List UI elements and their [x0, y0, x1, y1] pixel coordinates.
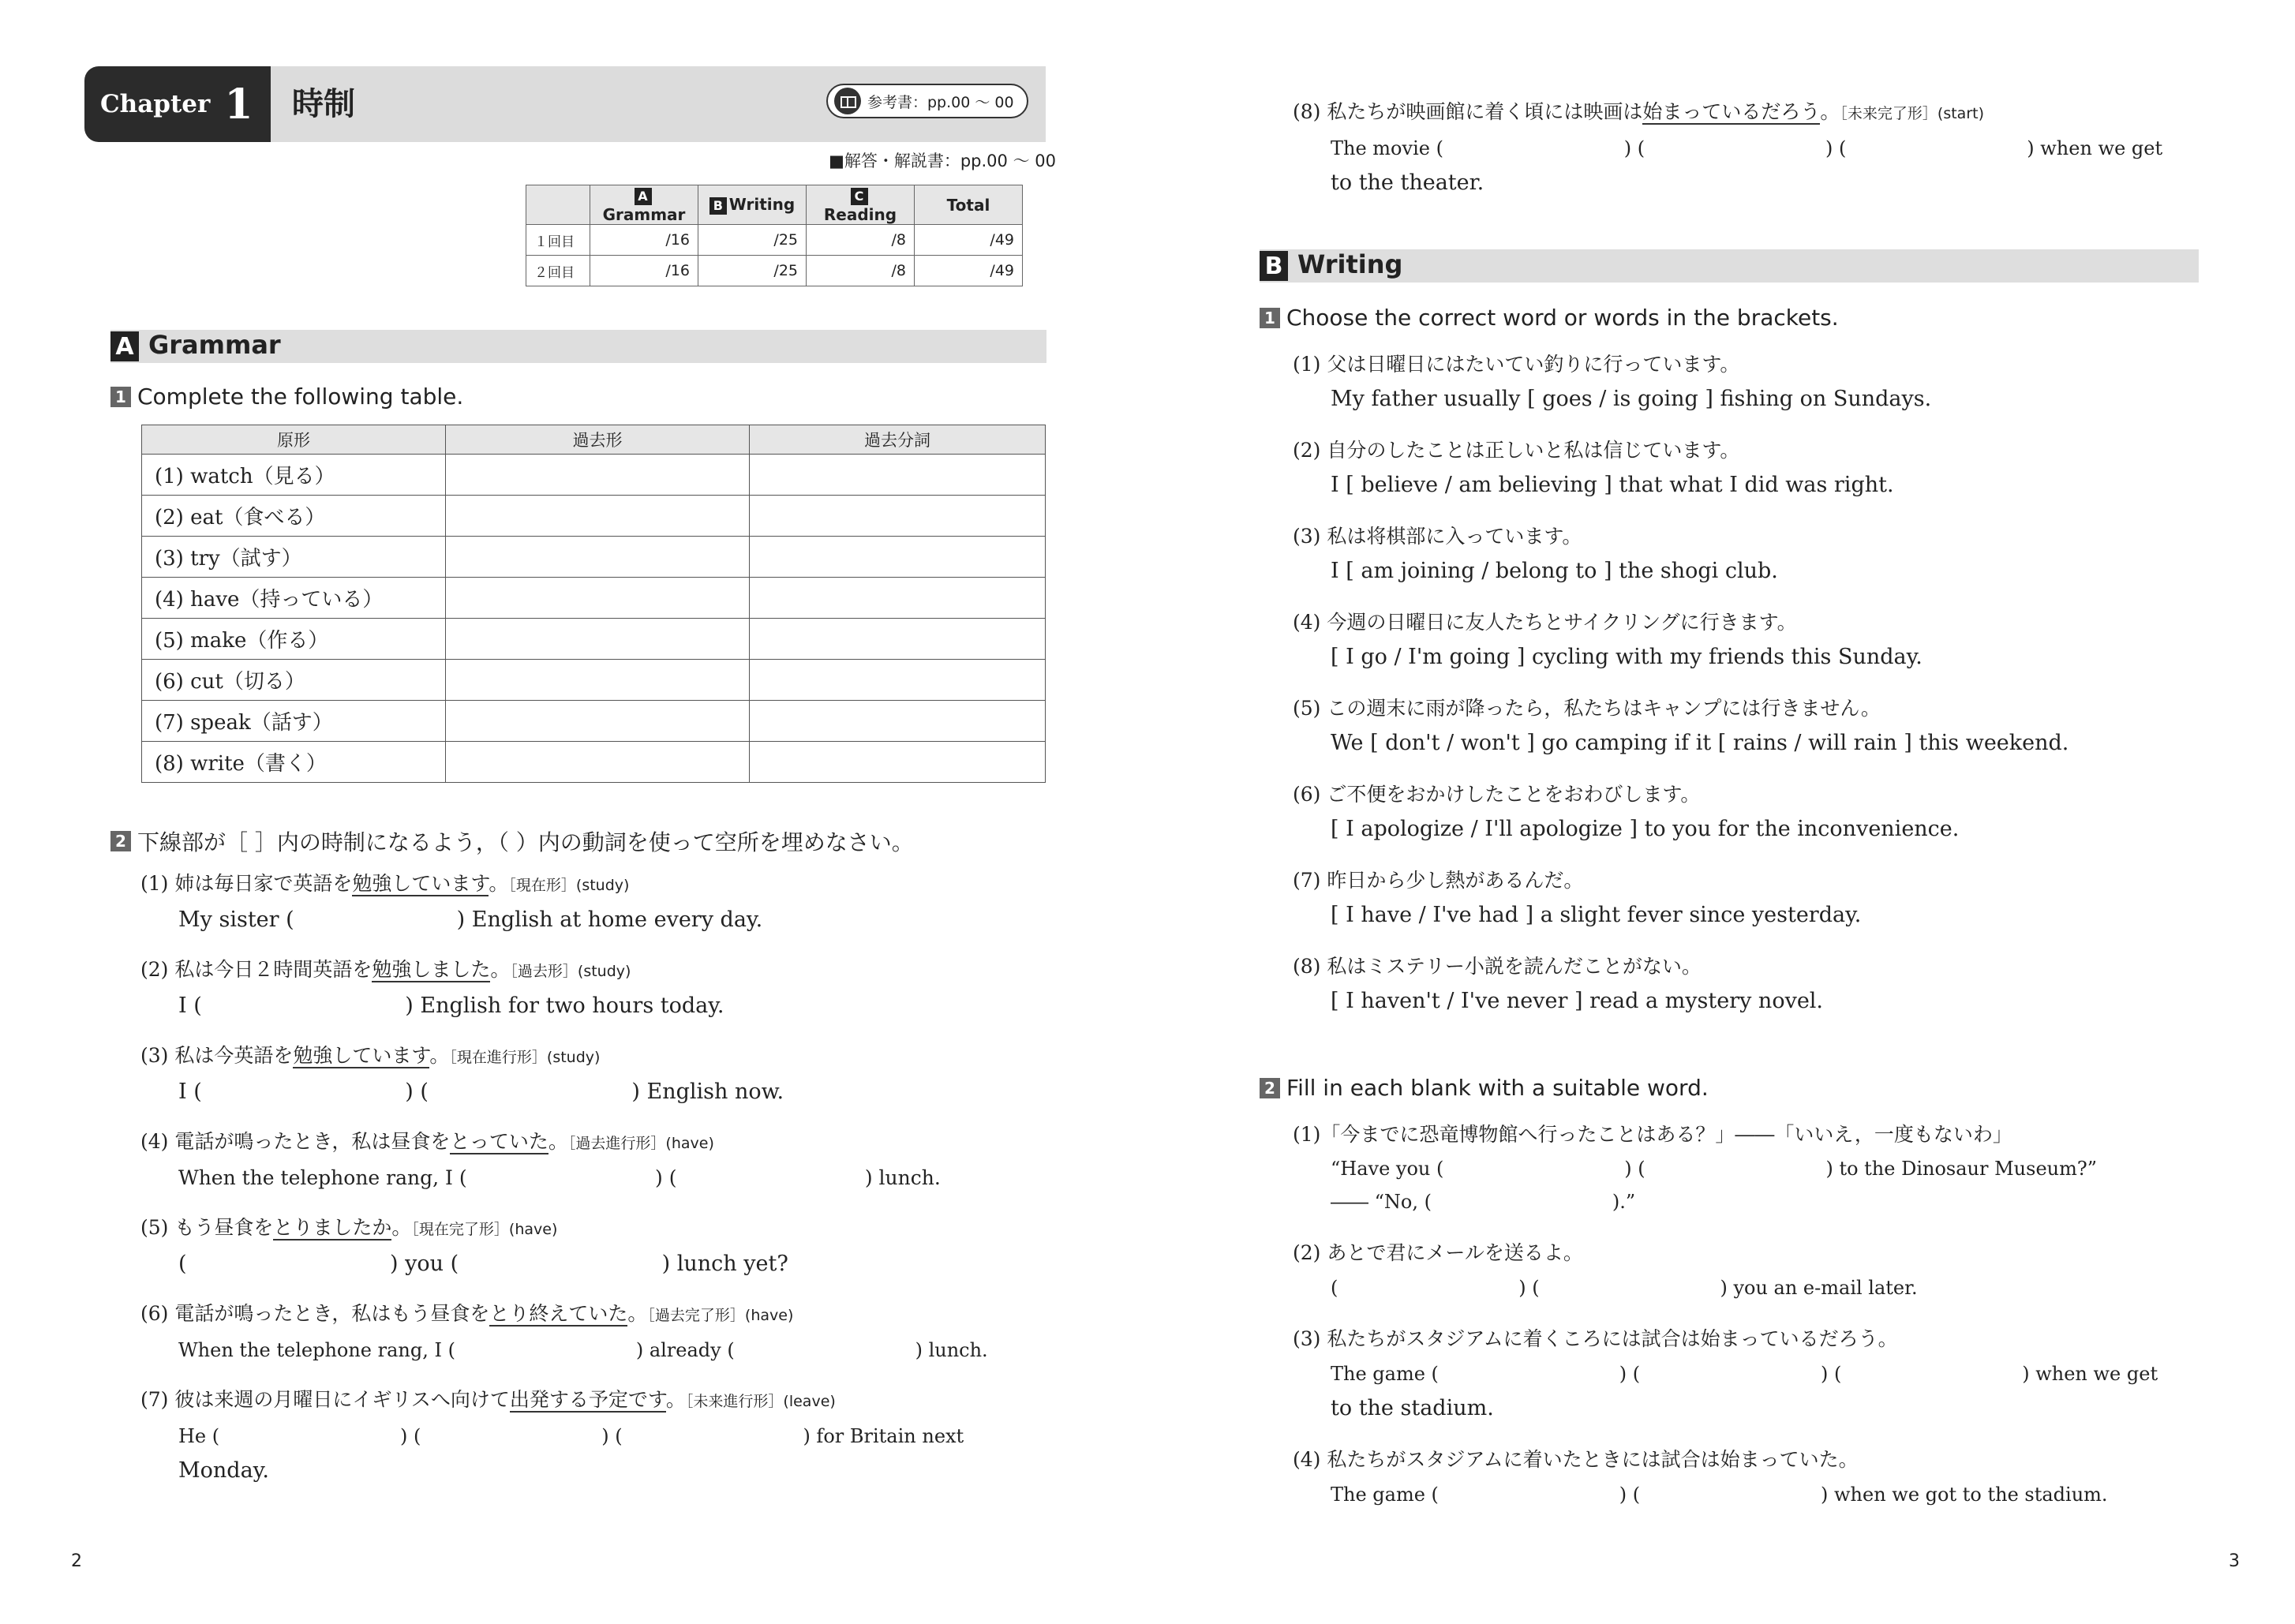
answer-line[interactable]: ―― “No, ( ).” — [1331, 1191, 1636, 1213]
table-row: (7) speak（話す） — [142, 701, 1046, 742]
writing-q2-item: (3) 私たちがスタジアムに着くころには試合は始まっているだろう。 The game ( ) ( ) ( ) when we get to the stadium. — [1293, 1327, 2158, 1420]
chapter-label-box — [84, 66, 271, 142]
verb-table: 原形 過去形 過去分詞 (1) watch（見る） (2) eat（食べる） (3) try（試す） (4) have（持っている） (5) make（作る） (6) cut（切る） (7) speak（話す） (8) write（書く） — [141, 425, 1046, 783]
page-number-left: 2 — [71, 1551, 82, 1571]
score-header-grammar: AGrammar — [590, 185, 698, 225]
score-header-writing: B Writing — [698, 185, 807, 225]
table-row: (2) eat（食べる） — [142, 496, 1046, 537]
page-number-right: 3 — [2229, 1551, 2240, 1571]
score-table — [526, 185, 1023, 286]
chapter-number: 1 — [224, 80, 253, 129]
choice-line[interactable]: I [ am joining / belong to ] the shogi club. — [1331, 559, 1778, 583]
grammar-section-title: Grammar — [148, 330, 281, 360]
score-header-total: Total — [915, 185, 1023, 225]
answer-cell[interactable] — [750, 619, 1046, 660]
grammar-q2-item: (1) 姉は毎日家で英語を勉強しています。［現在形］(study) My sister ( ) English at home every day. — [140, 866, 762, 937]
answer-cell[interactable] — [750, 537, 1046, 578]
table-row: (6) cut（切る） — [142, 660, 1046, 701]
grammar-q2-item: (4) 電話が鳴ったとき，私は昼食をとっていた。［過去進行形］(have) When the telephone rang, I ( ) ( ) lunch. — [140, 1124, 941, 1196]
choice-line[interactable]: [ I apologize / I'll apologize ] to you for the inconvenience. — [1331, 817, 1960, 841]
grammar-q2-item: (8) 私たちが映画館に着く頃には映画は始まっているだろう。［未来完了形］(start) The movie ( ) ( ) ( ) when we get to the theater. — [1293, 100, 2163, 195]
choice-line[interactable]: We [ don't / won't ] go camping if it [ rains / will rain ] this weekend. — [1331, 731, 2069, 755]
answer-line[interactable]: When the telephone rang, I ( ) ( ) lunch. — [178, 1166, 941, 1189]
answer-cell[interactable] — [446, 537, 750, 578]
grammar-q2-item: (2) 私は今日２時間英語を勉強しました。［過去形］(study) I ( ) English for two hours today. — [140, 952, 724, 1023]
answer-cell[interactable] — [446, 455, 750, 496]
writing-q1-item: (7) 昨日から少し熱があるんだ。 [ I have / I've had ] a slight fever since yesterday. — [1293, 863, 1861, 933]
score-row: １回目 /16 /25 /8 /49 — [526, 225, 1023, 256]
writing-q2-item: (2) あとで君にメールを送るよ。 ( ) ( ) you an e-mail later. — [1293, 1236, 1918, 1305]
answer-line[interactable]: ( ) ( ) you an e-mail later. — [1331, 1277, 1918, 1299]
answer-line[interactable]: My sister ( ) English at home every day. — [178, 907, 763, 932]
writing-q1-item: (4) 今週の日曜日に友人たちとサイクリングに行きます。 [ I go / I'm going ] cycling with my friends this Sunday. — [1293, 605, 1922, 675]
choice-line[interactable]: [ I haven't / I've never ] read a mystery novel. — [1331, 989, 1824, 1013]
grammar-q2-item: (3) 私は今英語を勉強しています。［現在進行形］(study) I ( ) ( ) English now. — [140, 1038, 784, 1109]
answer-cell[interactable] — [446, 660, 750, 701]
answer-line[interactable]: I ( ) ( ) English now. — [178, 1080, 784, 1104]
answer-line[interactable]: The movie ( ) ( ) ( ) when we get — [1331, 137, 2163, 159]
grammar-section-letter: A — [110, 331, 139, 361]
answer-cell[interactable] — [446, 742, 750, 783]
writing-q1-item: (8) 私はミステリー小説を読んだことがない。 [ I haven't / I've never ] read a mystery novel. — [1293, 949, 1823, 1019]
answer-line[interactable]: I ( ) English for two hours today. — [178, 993, 724, 1018]
answer-line[interactable]: “Have you ( ) ( ) to the Dinosaur Museum?” — [1331, 1158, 2098, 1180]
reference-bubble — [826, 84, 1028, 118]
chapter-word: Chapter — [100, 90, 211, 118]
answer-line[interactable]: ( ) you ( ) lunch yet? — [178, 1252, 788, 1276]
writing-q2-heading: 2 Fill in each blank with a suitable word. — [1260, 1075, 1709, 1101]
chapter-title: 時制 — [292, 86, 355, 122]
answer-line[interactable]: When the telephone rang, I ( ) already ( ) lunch. — [178, 1339, 988, 1361]
score-row: ２回目 /16 /25 /8 /49 — [526, 256, 1023, 286]
answer-line[interactable]: The game ( ) ( ) when we got to the stadium. — [1331, 1484, 2108, 1506]
grammar-q2-heading: 2 下線部が［ ］内の時制になるよう，（ ）内の動詞を使って空所を埋めなさい。 — [110, 825, 914, 857]
answer-cell[interactable] — [750, 496, 1046, 537]
writing-q1-heading: 1 Choose the correct word or words in the brackets. — [1260, 305, 1839, 331]
choice-line[interactable]: [ I have / I've had ] a slight fever since yesterday. — [1331, 903, 1862, 927]
answer-cell[interactable] — [750, 701, 1046, 742]
writing-section-title: Writing — [1297, 249, 1403, 279]
answer-cell[interactable] — [750, 742, 1046, 783]
choice-line[interactable]: [ I go / I'm going ] cycling with my friends this Sunday. — [1331, 645, 1922, 669]
answer-cell[interactable] — [446, 701, 750, 742]
answer-cell[interactable] — [750, 660, 1046, 701]
writing-q1-item: (3) 私は将棋部に入っています。 I [ am joining / belong to ] the shogi club. — [1293, 519, 1778, 589]
answer-reference: ■解答・解説書：pp.00 ～ 00 — [829, 152, 1056, 170]
grammar-q1-heading: 1 Complete the following table. — [110, 384, 463, 410]
answer-cell[interactable] — [446, 619, 750, 660]
grammar-q2-item: (6) 電話が鳴ったとき，私はもう昼食をとり終えていた。［過去完了形］(have) When the telephone rang, I ( ) already ( ) lunch. — [140, 1297, 988, 1368]
writing-section-letter: B — [1260, 251, 1288, 281]
right-page — [1148, 0, 2295, 1624]
writing-q2-item: (4) 私たちがスタジアムに着いたときには試合は始まっていた。 The game ( ) ( ) when we got to the stadium. — [1293, 1443, 2108, 1512]
answer-cell[interactable] — [750, 455, 1046, 496]
answer-cell[interactable] — [750, 578, 1046, 619]
table-row: (1) watch（見る） — [142, 455, 1046, 496]
writing-q2-item: (1)「今までに恐竜博物館へ行ったことはある？」――「いいえ，一度もないわ」 “Have you ( ) ( ) to the Dinosaur Museum?” ―― “No, ( ).” — [1293, 1117, 2097, 1218]
reference-text: 参考書：pp.00 ～ 00 — [867, 93, 1014, 111]
table-row: (3) try（試す） — [142, 537, 1046, 578]
grammar-q2-item: (7) 彼は来週の月曜日にイギリスへ向けて出発する予定です。［未来進行形］(leave) He ( ) ( ) ( ) for Britain next Monday. — [140, 1388, 964, 1483]
answer-cell[interactable] — [446, 496, 750, 537]
choice-line[interactable]: My father usually [ goes / is going ] fishing on Sundays. — [1331, 387, 1932, 411]
answer-line[interactable]: The game ( ) ( ) ( ) when we get — [1331, 1363, 2158, 1385]
table-row: (5) make（作る） — [142, 619, 1046, 660]
writing-q1-item: (5) この週末に雨が降ったら，私たちはキャンプには行きません。 We [ don't / won't ] go camping if it [ rains / will rain ] this weekend. — [1293, 691, 2068, 761]
score-header-reading: CReading — [807, 185, 915, 225]
score-corner — [526, 185, 590, 225]
choice-line[interactable]: I [ believe / am believing ] that what I did was right. — [1331, 473, 1894, 497]
writing-q1-item: (6) ご不便をおかけしたことをおわびします。 [ I apologize / I'll apologize ] to you for the inconvenience. — [1293, 777, 1959, 847]
answer-line[interactable]: He ( ) ( ) ( ) for Britain next — [178, 1425, 964, 1447]
table-row: (8) write（書く） — [142, 742, 1046, 783]
book-icon — [834, 88, 861, 114]
table-row: (4) have（持っている） — [142, 578, 1046, 619]
answer-cell[interactable] — [446, 578, 750, 619]
writing-q1-item: (2) 自分のしたことは正しいと私は信じています。 I [ believe / am believing ] that what I did was right. — [1293, 433, 1894, 503]
grammar-q2-item: (5) もう昼食をとりましたか。［現在完了形］(have) ( ) you ( ) lunch yet? — [140, 1211, 788, 1282]
writing-q1-item: (1) 父は日曜日にはたいてい釣りに行っています。 My father usually [ goes / is going ] fishing on Sundays. — [1293, 347, 1931, 417]
